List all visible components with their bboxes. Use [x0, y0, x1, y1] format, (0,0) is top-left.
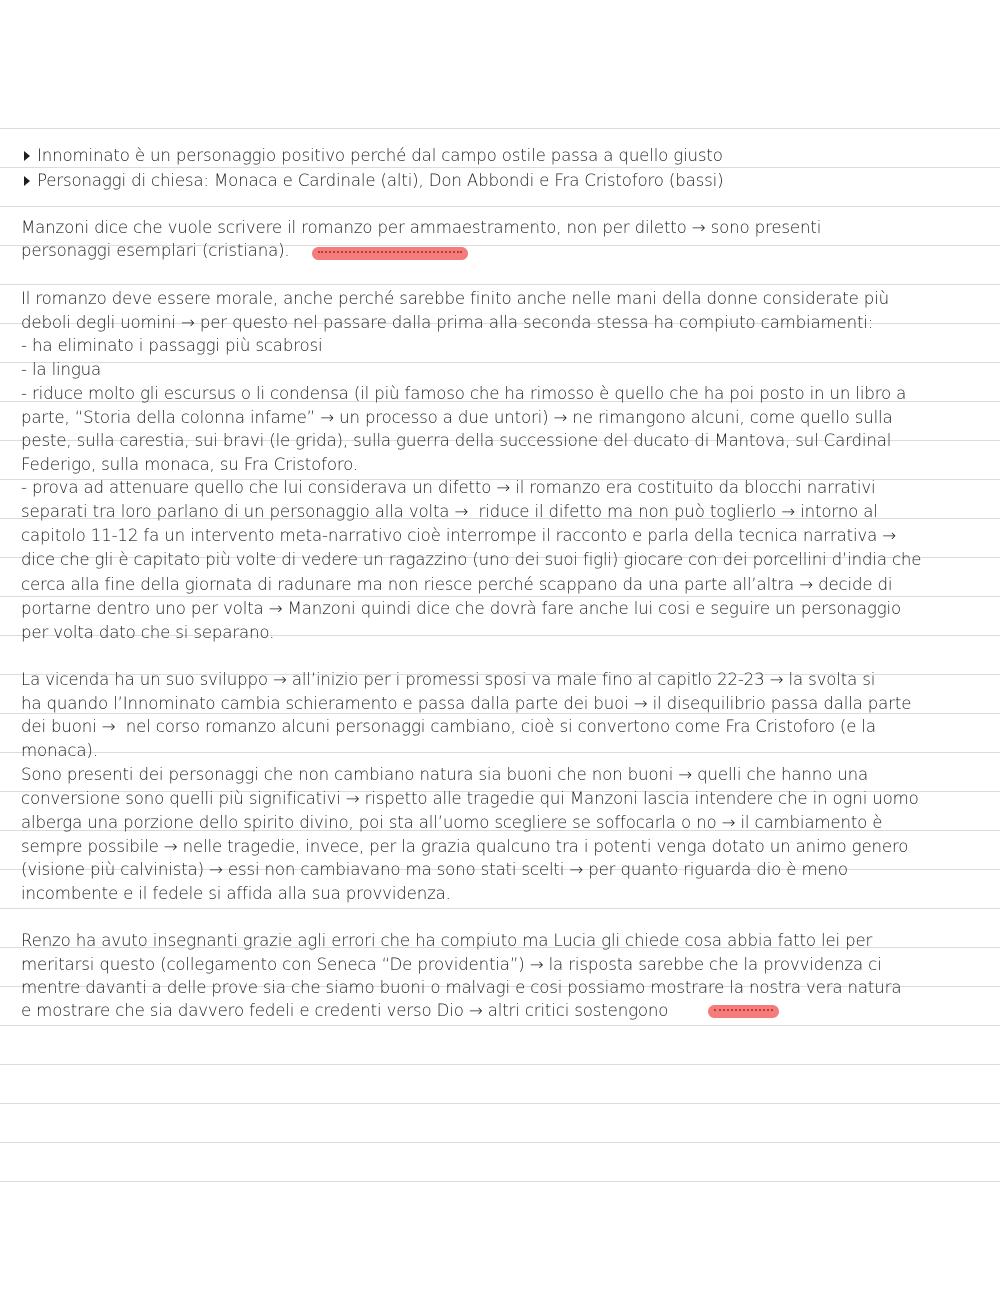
rule-line — [0, 1025, 1000, 1026]
text-line: - riduce molto gli escursus o li condensa (il più famoso che ha rimosso è quello che ha poi posto in un libro a — [21, 384, 907, 403]
text-line: personaggi esemplari (cristiana). — [21, 241, 290, 260]
rule-line — [0, 362, 1000, 363]
text-line: conversione sono quelli più significativi → rispetto alle tragedie qui Manzoni lascia intendere che in ogni uomo — [21, 789, 919, 808]
rule-line — [0, 128, 1000, 129]
text-line: peste, sulla carestia, sui bravi (le grida), sulla guerra della successione del ducato di Mantova, sul Cardinal — [21, 431, 892, 450]
triangle-bullet-icon — [24, 176, 30, 186]
rule-line — [0, 206, 1000, 207]
text-line: La vicenda ha un suo sviluppo → all’inizio per i promessi sposi va male fino al capitlo 22-23 → la svolta si — [21, 670, 876, 689]
text-line: - prova ad attenuare quello che lui considerava un difetto → il romanzo era costituito da blocchi narrativi — [21, 478, 876, 497]
text-line: - ha eliminato i passaggi più scabrosi — [21, 336, 323, 355]
text-line: deboli degli uomini → per questo nel passare dalla prima alla seconda stessa ha compiuto cambiamenti: — [21, 313, 874, 332]
triangle-bullet-icon — [24, 151, 30, 161]
rule-line — [0, 167, 1000, 168]
bullet-item: Innominato è un personaggio positivo perché dal campo ostile passa a quello giusto — [37, 146, 723, 165]
text-line: per volta dato che si separano. — [21, 623, 275, 642]
text-line: sempre possibile → nelle tragedie, invece, per la grazia qualcuno tra i potenti venga dotato un animo genero — [21, 837, 909, 856]
text-line: alberga una porzione dello spirito divino, poi sta all’uomo scegliere se soffocarla o no → il cambiamento è — [21, 813, 883, 832]
text-line: dei buoni → nel corso romanzo alcuni personaggi cambiano, cioè si convertono come Fra Cristoforo (e la — [21, 717, 876, 736]
text-line: - la lingua — [21, 360, 102, 379]
rule-line — [0, 1181, 1000, 1182]
text-line: monaca). — [21, 741, 98, 760]
rule-line — [0, 1103, 1000, 1104]
text-line: mentre davanti a delle prove sia che siamo buoni o malvagi e cosi possiamo mostrare la nostra vera natura — [21, 978, 902, 997]
bullet-item: Personaggi di chiesa: Monaca e Cardinale (alti), Don Abbondi e Fra Cristoforo (bassi) — [37, 171, 724, 190]
text-line: separati tra loro parlano di un personaggio alla volta → riduce il difetto ma non può toglierlo → intorno al — [21, 502, 878, 521]
redacted-highlight — [312, 247, 468, 260]
text-line: Il romanzo deve essere morale, anche perché sarebbe finito anche nelle mani della donne considerate più — [21, 289, 889, 308]
text-line: Manzoni dice che vuole scrivere il romanzo per ammaestramento, non per diletto → sono presenti — [21, 218, 822, 237]
redacted-highlight — [708, 1005, 779, 1018]
text-line: Renzo ha avuto insegnanti grazie agli errori che ha compiuto ma Lucia gli chiede cosa abbia fatto lei per — [21, 931, 873, 950]
rule-line — [0, 596, 1000, 597]
text-line: Federigo, sulla monaca, su Fra Cristoforo. — [21, 455, 358, 474]
text-line: meritarsi questo (collegamento con Seneca “De providentia”) → la risposta sarebbe che la provvidenza ci — [21, 955, 882, 974]
rule-line — [0, 1142, 1000, 1143]
text-line: Sono presenti dei personaggi che non cambiano natura sia buoni che non buoni → quelli che hanno una — [21, 765, 868, 784]
text-line: e mostrare che sia davvero fedeli e credenti verso Dio → altri critici sostengono — [21, 1001, 669, 1020]
rule-line — [0, 752, 1000, 753]
rule-line — [0, 1064, 1000, 1065]
text-line: ha quando l’Innominato cambia schieramento e passa dalla parte dei buoi → il disequilibrio passa dalla parte — [21, 694, 912, 713]
text-line: (visione più calvinista) → essi non cambiavano ma sono stati scelti → per quanto riguarda dio è meno — [21, 860, 848, 879]
rule-line — [0, 284, 1000, 285]
text-line: portarne dentro uno per volta → Manzoni quindi dice che dovrà fare anche lui cosi e seguire un personaggio — [21, 599, 901, 618]
text-line: cerca alla fine della giornata di radunare ma non riesce perché scappano da una parte all’altra → decide di — [21, 575, 893, 594]
text-line: dice che gli è capitato più volte di vedere un ragazzino (uno dei suoi figli) giocare con dei porcellini d’india che — [21, 550, 922, 569]
text-line: parte, “Storia della colonna infame” → un processo a due untori) → ne rimangono alcuni, come quello sulla — [21, 408, 893, 427]
text-line: incombente e il fedele si affida alla sua provvidenza. — [21, 884, 451, 903]
text-line: capitolo 11-12 fa un intervento meta-narrativo cioè interrompe il racconto e parla della tecnica narrativa → — [21, 526, 897, 545]
rule-line — [0, 908, 1000, 909]
